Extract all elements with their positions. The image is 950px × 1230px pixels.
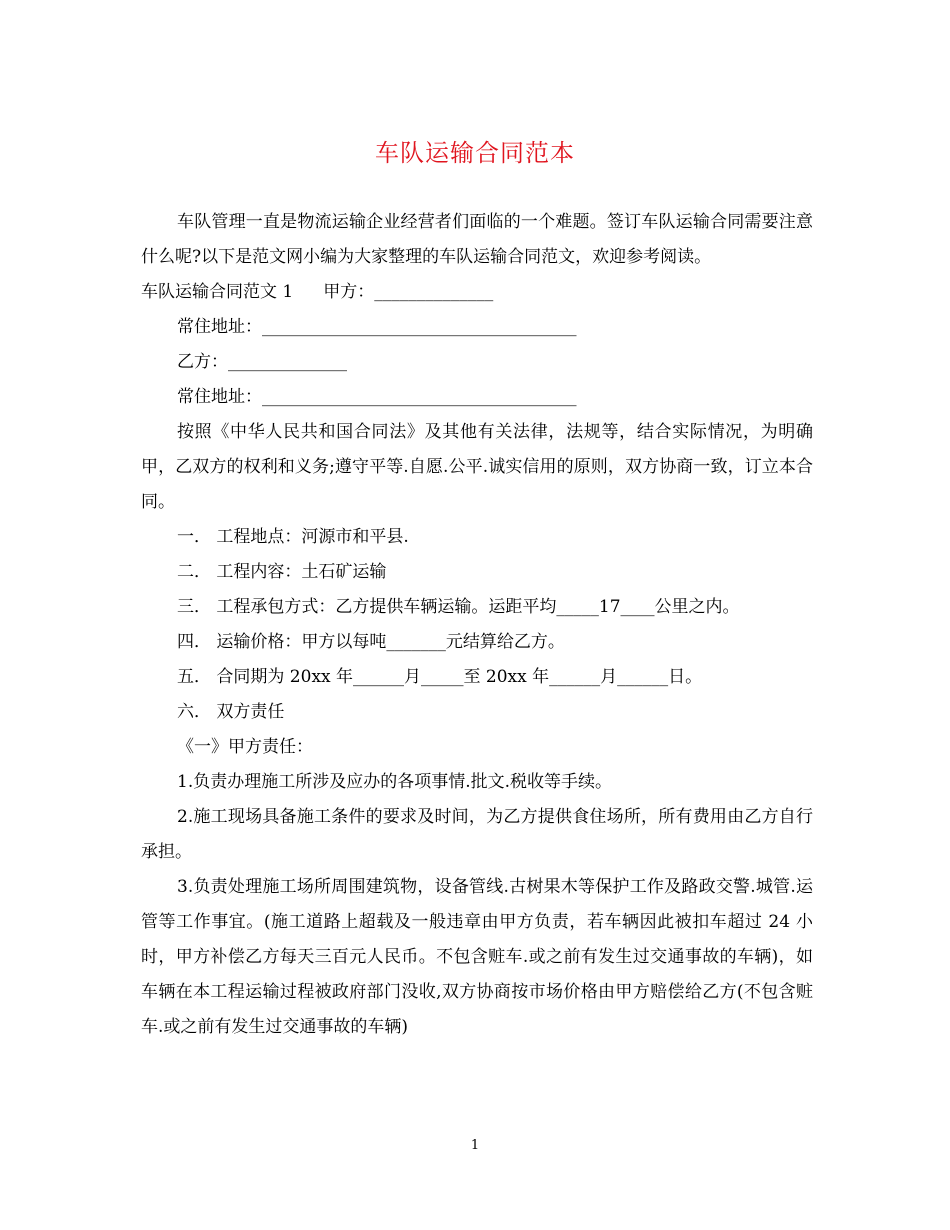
duty-2: 2.施工现场具备施工条件的要求及时间，为乙方提供食住场所，所有费用由乙方自行承担。	[141, 807, 813, 862]
duty-3: 3.负责处理施工场所周围建筑物，设备管线.古树果木等保护工作及路政交警.城管.运管等工作事宜。(施工道路上超载及一般违章由甲方负责，若车辆因此被扣车超过 24 小时，甲方补偿乙方每天三百元人民币。不包含赃车.或之前有发生过交通事故的车辆)，如车辆在本工程运输过程被政府部门没收,双方协商按市场价格由甲方赔偿给乙方(不包含赃车.或之前有发生过交通事故的车辆)	[141, 877, 813, 1037]
clause-4: 四． 运输价格：甲方以每吨_______元结算给乙方。	[177, 632, 565, 652]
address-b-field: 常住地址：_____________________________________	[177, 387, 577, 407]
sample-line	[141, 275, 813, 310]
duty-1: 1.负责办理施工所涉及应办的各项事情.批文.税收等手续。	[177, 772, 613, 792]
section-a-heading: 《一》甲方责任：	[177, 737, 313, 757]
clause-1: 一． 工程地点：河源市和平县.	[177, 527, 409, 547]
page-title: 车队运输合同范本	[375, 139, 575, 167]
sample-label: 车队运输合同范文 1	[141, 282, 294, 302]
page-number: 1	[470, 1138, 480, 1153]
clause-3: 三． 工程承包方式：乙方提供车辆运输。运距平均_____17____公里之内。	[177, 597, 740, 617]
address-a-field: 常住地址：_____________________________________	[177, 317, 577, 337]
intro-paragraph: 车队管理一直是物流运输企业经营者们面临的一个难题。签订车队运输合同需要注意什么呢?以下是范文网小编为大家整理的车队运输合同范文，欢迎参考阅读。	[141, 212, 813, 267]
preamble-paragraph: 按照《中华人民共和国合同法》及其他有关法律，法规等，结合实际情况，为明确甲，乙双方的权利和义务;遵守平等.自愿.公平.诚实信用的原则，双方协商一致，订立本合同。	[141, 422, 813, 512]
clause-5: 五． 合同期为 20xx 年______月_____至 20xx 年______月______日。	[177, 667, 703, 687]
clause-2: 二． 工程内容：土石矿运输	[177, 562, 387, 582]
party-b-field: 乙方：______________	[177, 352, 347, 372]
clause-6: 六． 双方责任	[177, 702, 285, 722]
document-body	[141, 205, 813, 1045]
party-a-field: 甲方：______________	[323, 282, 494, 302]
